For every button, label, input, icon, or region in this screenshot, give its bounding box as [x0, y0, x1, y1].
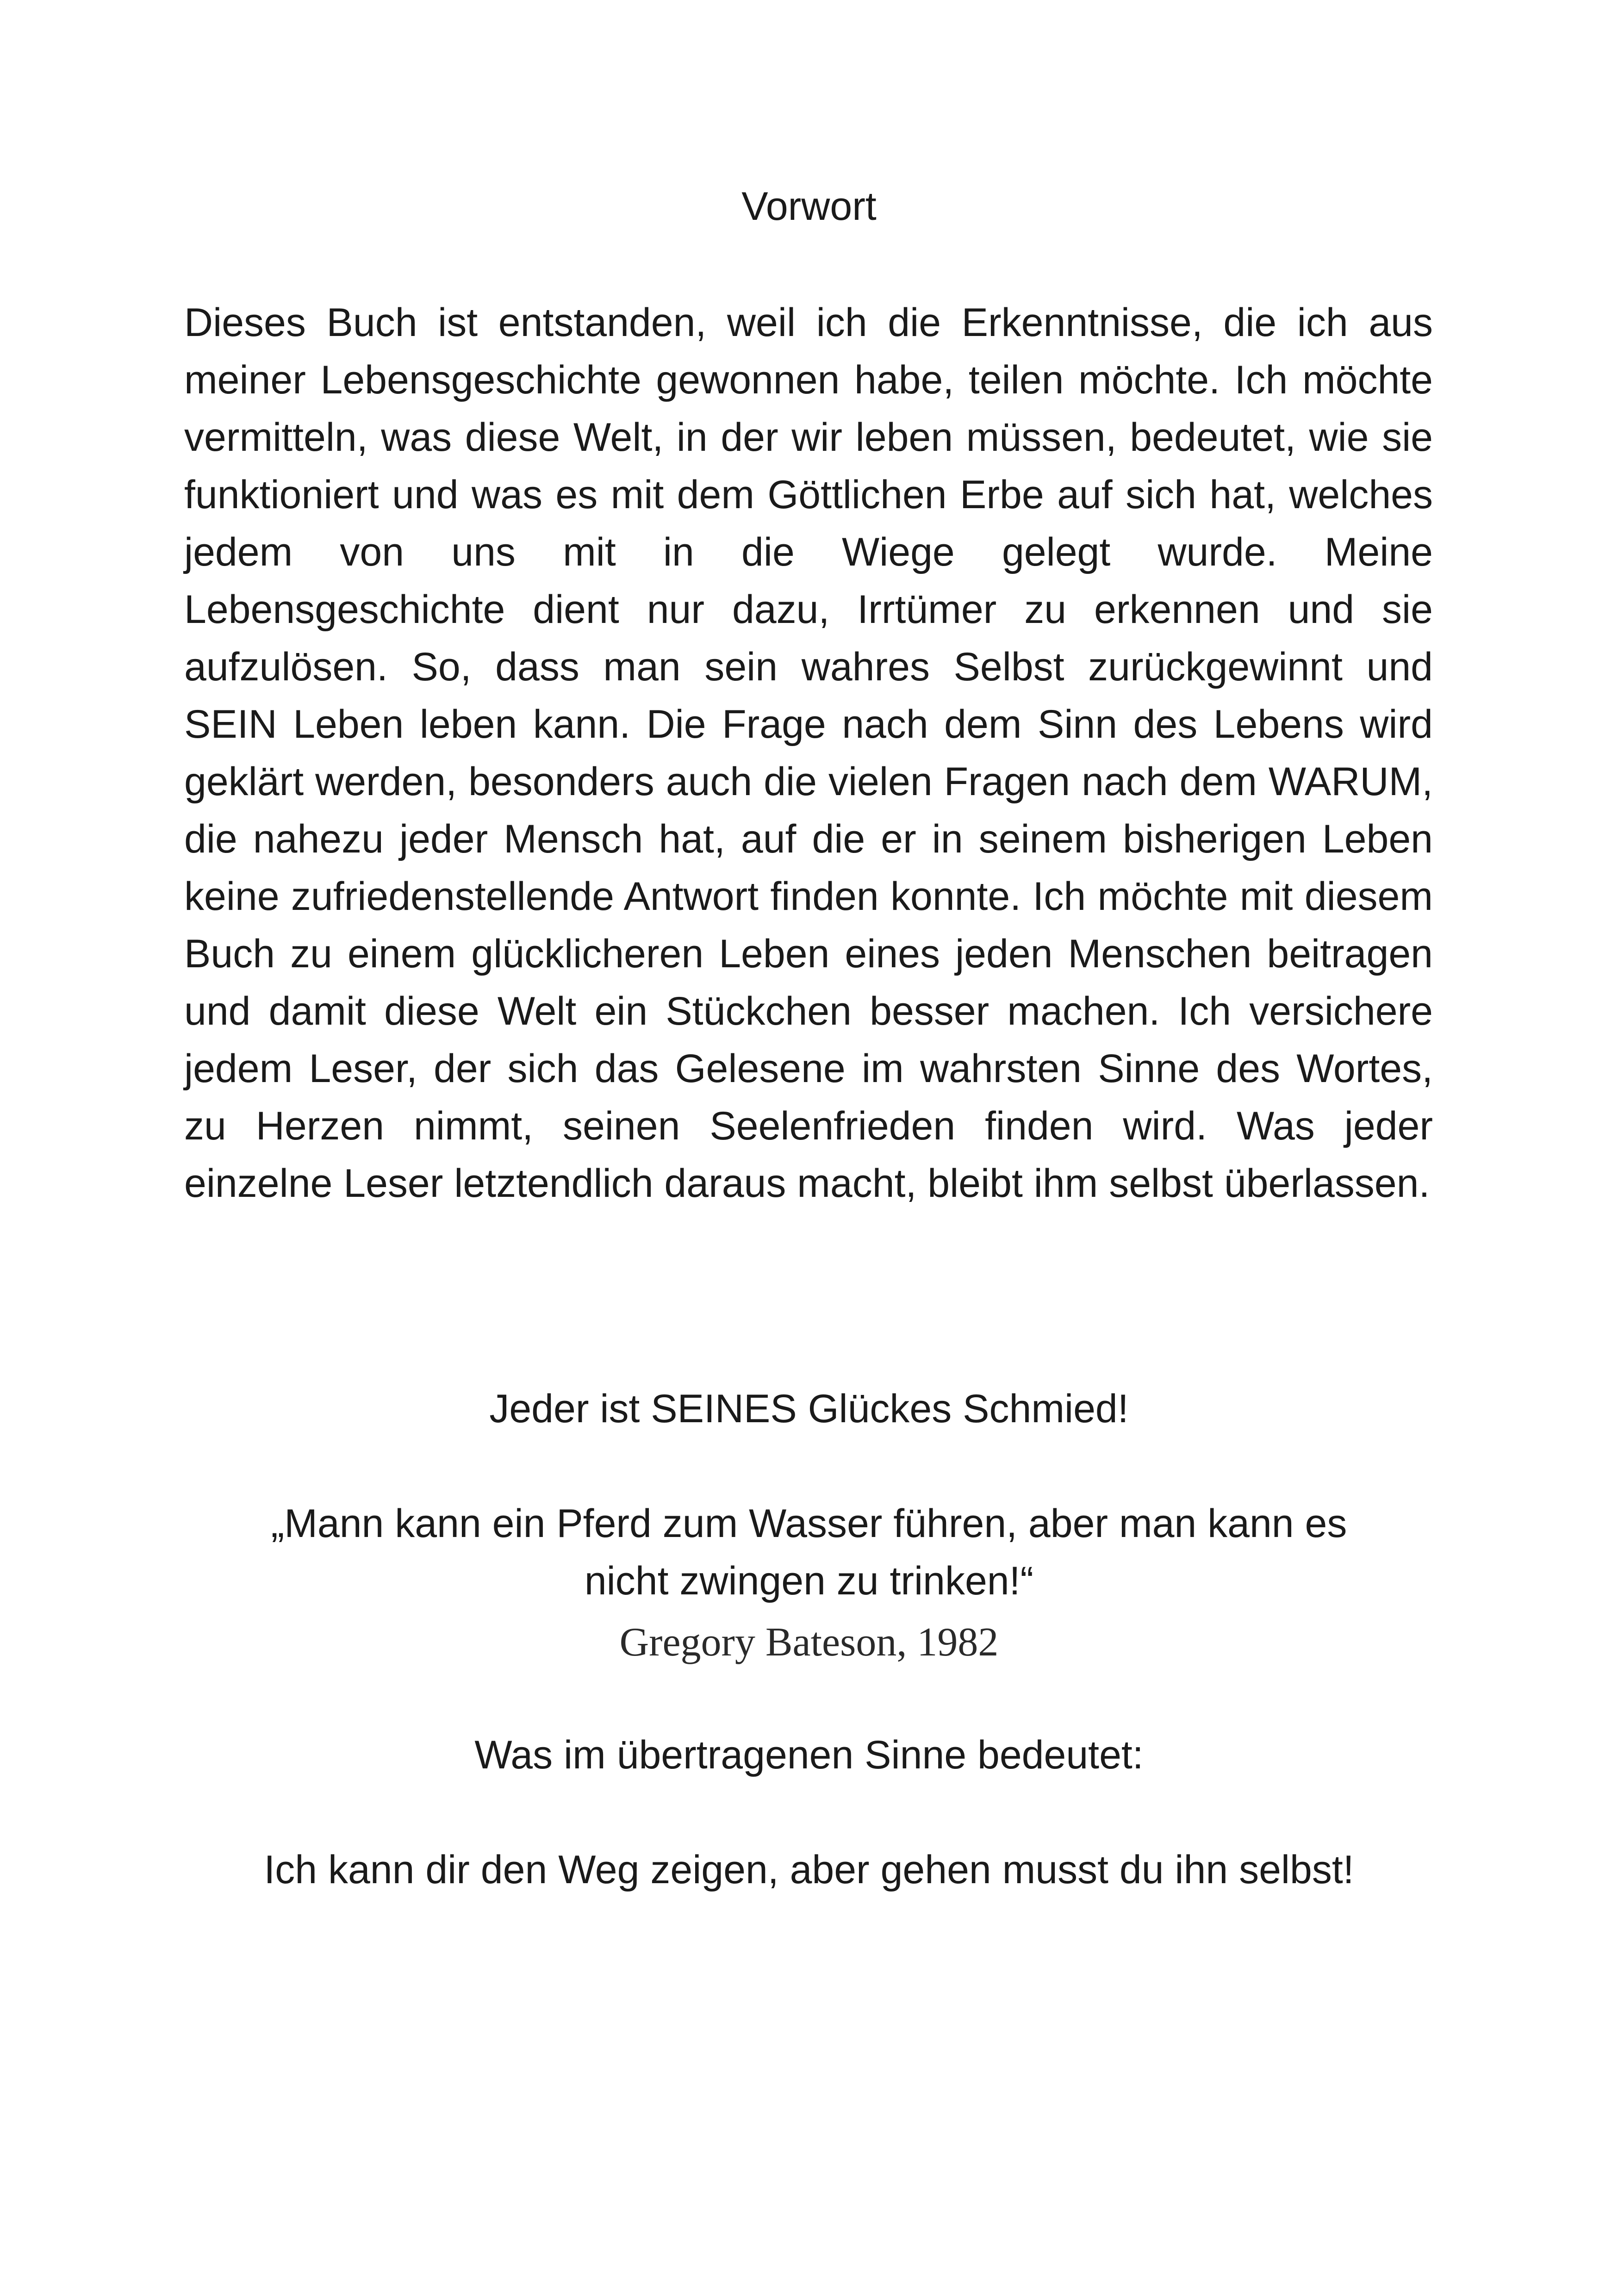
quote-author: Gregory Bateson, 1982 — [619, 1620, 999, 1665]
quote-text: „Mann kann ein Pferd zum Wasser führen, aber man kann es nicht zwingen zu trinken!“ — [271, 1501, 1347, 1603]
motto-line: Jeder ist SEINES Glückes Schmied! — [489, 1387, 1129, 1431]
closing-line: Ich kann dir den Weg zeigen, aber gehen musst du ihn selbst! — [264, 1848, 1354, 1892]
page-title: Vorwort — [741, 184, 877, 229]
foreword-paragraph: Dieses Buch ist entstanden, weil ich die Erkenntnisse, die ich aus meiner Lebensgeschichte gewonnen habe, teilen möchte. Ich möchte vermitteln, was diese Welt, in der wir leben müssen, bedeutet, wie sie funktioniert und was es mit dem Göttlichen Erbe auf sich hat, welches jedem von uns mit in die Wiege gelegt wurde. Meine Lebensgeschichte dient nur dazu, Irrtümer zu erkennen und sie aufzulösen. So, dass man sein wahres Selbst zurückgewinnt und SEIN Leben leben kann. Die Frage nach dem Sinn des Lebens wird geklärt werden, besonders auch die vielen Fragen nach dem WARUM, die nahezu jeder Mensch hat, auf die er in seinem bisherigen Leben keine zufriedenstellende Antwort finden konnte. Ich möchte mit diesem Buch zu einem glücklicheren Leben eines jeden Menschen beitragen und damit diese Welt ein Stückchen besser machen. Ich versichere jedem Leser, der sich das Gelesene im wahrsten Sinne des Wortes, zu Herzen nimmt, seinen Seelenfrieden finden wird. Was jeder einzelne Leser letztendlich daraus macht, bleibt ihm selbst überlassen. — [184, 300, 1433, 1206]
meaning-intro: Was im übertragenen Sinne bedeutet: — [474, 1733, 1144, 1777]
